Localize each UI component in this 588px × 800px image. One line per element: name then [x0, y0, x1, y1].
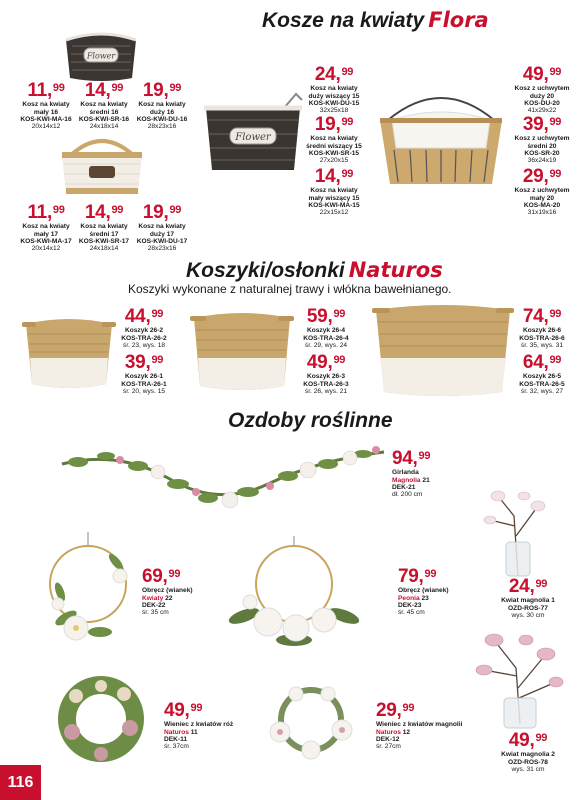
product-name: Koszyk 26-4 — [306, 327, 346, 335]
price: 49,99 — [508, 730, 548, 751]
wreath-12-image — [256, 680, 366, 760]
product-offer — [376, 700, 466, 751]
price: 11,99 — [27, 202, 65, 223]
section-title-flora — [262, 8, 489, 33]
product-code: KOS-KWI-SR-17 — [78, 238, 130, 246]
product-dimensions: 24x18x14 — [89, 245, 119, 253]
product-name: Kosz z uchwytem średni 20 — [514, 135, 570, 150]
product-name: Koszyk 26-1 — [124, 373, 164, 381]
product-code: DEK-22 — [142, 602, 166, 610]
product-offer — [392, 448, 472, 499]
price: 14,99 — [84, 80, 124, 101]
product-code: KOS-MA-20 — [523, 202, 561, 210]
product-dimensions: wys. 30 cm — [511, 612, 545, 620]
product-dimensions: śr. 32, wys. 27 — [520, 388, 564, 396]
product-offer — [76, 80, 132, 131]
price: 49,99 — [164, 700, 203, 721]
product-name: Kosz na kwiaty średni wiszący 15 — [306, 135, 362, 150]
product-offer — [302, 64, 366, 115]
price: 94,99 — [392, 448, 431, 469]
product-name: Kosz na kwiaty mały 17 — [22, 223, 70, 238]
product-offer — [490, 730, 566, 773]
product-offer — [134, 202, 190, 253]
product-dimensions: 27x20x15 — [319, 157, 349, 165]
product-code: KOS-TRA-26-6 — [519, 334, 565, 342]
heading-text: Kosze na kwiaty — [262, 9, 425, 32]
product-offer — [398, 566, 478, 617]
price: 11,99 — [27, 80, 65, 101]
price: 39,99 — [522, 114, 562, 135]
price: 59,99 — [306, 306, 346, 327]
naturos-basket-small-image — [22, 312, 116, 390]
product-code: OZD-ROS-77 — [508, 604, 548, 612]
product-offer — [18, 202, 74, 253]
product-name: Girlanda Magnolia 21 — [392, 469, 430, 484]
product-code: KOS-TRA-26-3 — [303, 380, 349, 388]
price: 49,99 — [306, 352, 346, 373]
price: 29,99 — [376, 700, 415, 721]
basket-label: Flower — [86, 51, 116, 61]
basket-label: Flower — [235, 132, 271, 143]
product-offer — [18, 80, 74, 131]
product-code: KOS-KWI-DU-17 — [136, 238, 188, 246]
product-code: KOS-KWI-DU-16 — [136, 116, 188, 124]
product-dimensions: 24x18x14 — [89, 123, 119, 131]
product-code: KOS-KWI-MA-17 — [20, 238, 72, 246]
product-code: DEK-21 — [392, 484, 416, 492]
product-name: Obręcz (wianek) Peonia 23 — [398, 587, 449, 602]
product-dimensions: śr. 26, wys. 21 — [304, 388, 348, 396]
price: 19,99 — [142, 202, 182, 223]
product-dimensions: śr. 27cm — [376, 743, 401, 751]
basket-15-image — [200, 90, 306, 174]
product-name: Kosz na kwiaty duży 16 — [138, 101, 186, 116]
product-offer — [164, 700, 244, 751]
product-code: KOS-TRA-26-5 — [519, 380, 565, 388]
product-dimensions: 41x29x22 — [527, 107, 557, 115]
brand-naturos: Naturos — [348, 258, 443, 282]
garland-image — [58, 438, 388, 518]
hoop-22-image — [40, 532, 136, 654]
product-dimensions: śr. 23, wys. 18 — [122, 342, 166, 350]
product-dimensions: śr. 37cm — [164, 743, 189, 751]
price: 24,99 — [508, 576, 548, 597]
product-name: Kosz na kwiaty mały wiszący 15 — [308, 187, 360, 202]
product-offer — [302, 114, 366, 165]
product-dimensions: śr. 35, wys. 31 — [520, 342, 564, 350]
product-name: Kosz z uchwytem mały 20 — [514, 187, 570, 202]
price: 19,99 — [142, 80, 182, 101]
product-dimensions: śr. 29, wys. 24 — [304, 342, 348, 350]
product-offer — [302, 166, 366, 217]
product-dimensions: 22x15x12 — [319, 209, 349, 217]
price: 44,99 — [124, 306, 164, 327]
product-code: DEK-12 — [376, 736, 400, 744]
product-dimensions: 31x19x16 — [527, 209, 557, 217]
product-code: KOS-DU-20 — [524, 100, 560, 108]
product-dimensions: śr. 35 cm — [142, 609, 169, 617]
product-name: Kosz na kwiaty średni 17 — [80, 223, 128, 238]
product-code: DEK-11 — [164, 736, 188, 744]
product-dimensions: dł. 200 cm — [392, 491, 423, 499]
product-code: KOS-TRA-26-1 — [121, 380, 167, 388]
product-name: Wieniec z kwiatów magnolii Naturos 12 — [376, 721, 463, 736]
price: 19,99 — [314, 114, 354, 135]
product-offer — [510, 166, 574, 217]
product-dimensions: wys. 31 cm — [511, 766, 545, 774]
product-offer — [298, 306, 354, 349]
price: 14,99 — [314, 166, 354, 187]
product-offer — [512, 306, 572, 349]
product-code: KOS-KWI-DU-15 — [308, 100, 360, 108]
product-name: Koszyk 26-2 — [124, 327, 164, 335]
heading-text: Koszyki/osłonki — [186, 259, 345, 282]
product-name: Kosz na kwiaty duży 17 — [138, 223, 186, 238]
product-dimensions: 28x23x16 — [147, 123, 177, 131]
section-subtitle-naturos: Koszyki wykonane z naturalnej trawy i włókna bawełnianego. — [128, 282, 452, 296]
basket-17-image — [56, 132, 148, 198]
hoop-23-image — [224, 536, 364, 654]
product-code: KOS-TRA-26-2 — [121, 334, 167, 342]
price: 74,99 — [522, 306, 562, 327]
product-name: Obręcz (wianek) Kwiaty 22 — [142, 587, 193, 602]
product-name: Kwiat magnolia 1 — [501, 597, 555, 605]
product-dimensions: 28x23x16 — [147, 245, 177, 253]
wreath-11-image — [46, 674, 156, 764]
product-name: Kosz na kwiaty mały 16 — [22, 101, 70, 116]
price: 79,99 — [398, 566, 437, 587]
product-code: KOS-SR-20 — [524, 150, 560, 158]
product-name: Koszyk 26-3 — [306, 373, 346, 381]
section-title-naturos — [186, 258, 443, 283]
product-dimensions: śr. 45 cm — [398, 609, 425, 617]
section-title-ozdoby — [228, 409, 393, 433]
product-offer — [134, 80, 190, 131]
product-dimensions: 36x24x19 — [527, 157, 557, 165]
product-offer — [510, 64, 574, 115]
product-offer — [512, 352, 572, 395]
product-offer — [490, 576, 566, 619]
product-name: Kosz na kwiaty średni 16 — [80, 101, 128, 116]
heading-text: Ozdoby roślinne — [228, 409, 393, 432]
product-dimensions: 20x14x12 — [31, 123, 61, 131]
product-offer — [76, 202, 132, 253]
price: 49,99 — [522, 64, 562, 85]
product-dimensions: 20x14x12 — [31, 245, 61, 253]
product-offer — [510, 114, 574, 165]
product-code: OZD-ROS-78 — [508, 758, 548, 766]
price: 69,99 — [142, 566, 181, 587]
product-dimensions: śr. 20, wys. 15 — [122, 388, 166, 396]
magnolia-2-image — [472, 628, 568, 730]
basket-20-image — [374, 90, 508, 188]
product-offer — [298, 352, 354, 395]
price: 29,99 — [522, 166, 562, 187]
brand-flora: Flora — [428, 8, 489, 32]
product-code: KOS-KWI-MA-16 — [20, 116, 72, 124]
product-code: KOS-KWI-SR-15 — [308, 150, 360, 158]
naturos-basket-large-image — [372, 300, 514, 398]
magnolia-1-image — [478, 486, 558, 578]
product-code: KOS-TRA-26-4 — [303, 334, 349, 342]
product-offer — [116, 306, 172, 349]
price: 24,99 — [314, 64, 354, 85]
price: 39,99 — [124, 352, 164, 373]
price: 14,99 — [84, 202, 124, 223]
basket-16-image — [62, 30, 140, 82]
naturos-basket-medium-image — [190, 306, 294, 392]
product-name: Koszyk 26-6 — [522, 327, 562, 335]
product-offer — [142, 566, 222, 617]
product-name: Kosz z uchwytem duży 20 — [514, 85, 570, 100]
page-number: 116 — [0, 765, 41, 800]
price: 64,99 — [522, 352, 562, 373]
product-dimensions: 32x25x18 — [319, 107, 349, 115]
product-name: Kosz na kwiaty duży wiszący 15 — [308, 85, 360, 100]
product-name: Koszyk 26-5 — [522, 373, 562, 381]
product-code: DEK-23 — [398, 602, 422, 610]
product-code: KOS-KWI-MA-15 — [308, 202, 360, 210]
product-name: Wieniec z kwiatów róż Naturos 11 — [164, 721, 234, 736]
product-offer — [116, 352, 172, 395]
product-name: Kwiat magnolia 2 — [501, 751, 555, 759]
product-code: KOS-KWI-SR-16 — [78, 116, 130, 124]
